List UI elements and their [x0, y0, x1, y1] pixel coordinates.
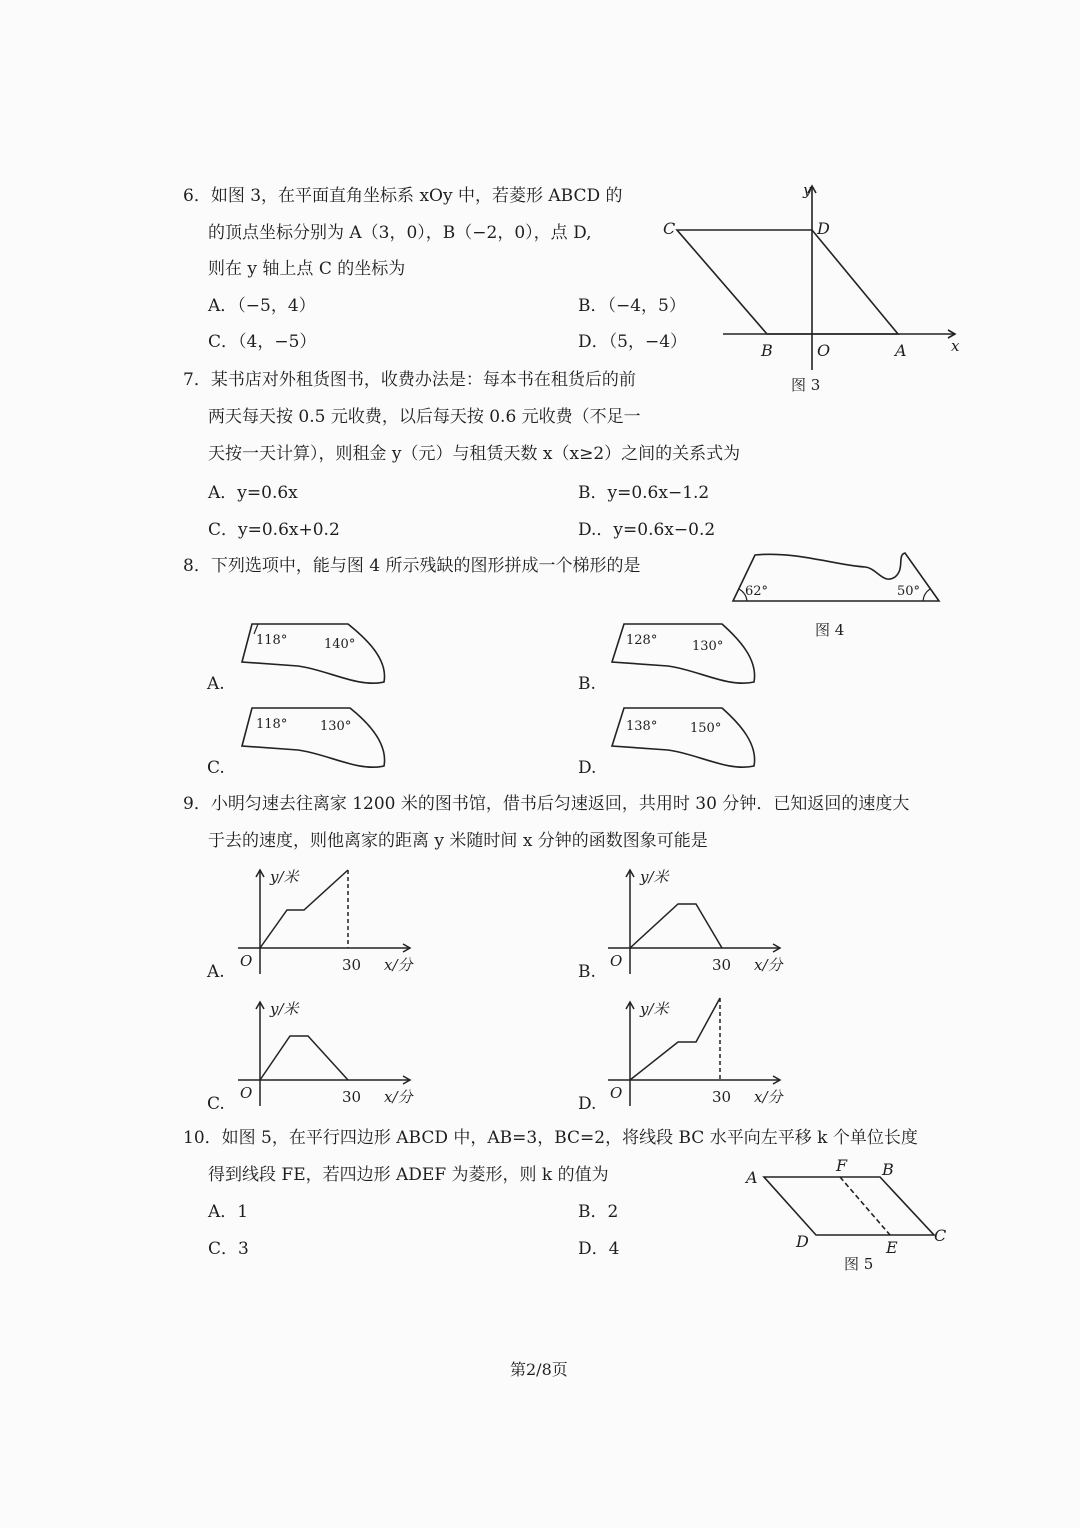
q8-option-d-shape	[608, 704, 768, 774]
figure-5-parallelogram	[740, 1155, 960, 1275]
q8-option-d-letter: D.	[578, 758, 597, 778]
q10-option-b: B．2	[578, 1202, 619, 1222]
fig3-label-x: x	[951, 337, 960, 355]
graph-b-tick: 30	[712, 956, 732, 974]
q9-graph-d-letter: D.	[578, 1094, 597, 1114]
graph-b-xlabel: x/分	[754, 956, 783, 974]
figure-3-rhombus	[655, 180, 975, 400]
fig5-label-e: E	[886, 1238, 898, 1257]
fig5-label-b: B	[882, 1160, 894, 1179]
q8b-angle1: 128°	[626, 633, 658, 648]
q8-option-b-letter: B.	[578, 674, 596, 694]
fig4-angle-left: 62°	[745, 584, 769, 599]
graph-c-origin: O	[240, 1084, 253, 1102]
q8b-angle2: 130°	[692, 639, 724, 654]
graph-d-tick: 30	[712, 1088, 732, 1106]
q9-graph-b-letter: B.	[578, 962, 596, 982]
graph-a-ylabel: y/米	[270, 868, 299, 886]
q7-stem-line3: 天按一天计算），则租金 y（元）与租赁天数 x（x≥2）之间的关系式为	[208, 444, 741, 464]
q8-option-b-shape	[608, 620, 768, 690]
q9-stem-line2: 于去的速度，则他离家的距离 y 米随时间 x 分钟的函数图象可能是	[208, 831, 708, 851]
q6-stem-line3: 则在 y 轴上点 C 的坐标为	[208, 259, 406, 279]
graph-a-xlabel: x/分	[384, 956, 413, 974]
q8a-angle2: 140°	[324, 637, 356, 652]
graph-a-tick: 30	[342, 956, 362, 974]
q10-option-c: C．3	[208, 1239, 249, 1259]
q6-option-d: D．（5，−4）	[578, 332, 688, 352]
q6-option-a: A．（−5，4）	[208, 296, 316, 316]
fig3-label-c: C	[663, 219, 676, 238]
q9-graph-c	[232, 994, 432, 1114]
graph-c-ylabel: y/米	[270, 1000, 299, 1018]
q7-stem-line2: 两天每天按 0.5 元收费，以后每天按 0.6 元收费（不足一	[208, 407, 641, 427]
q8-option-a-shape	[238, 620, 398, 690]
q7-option-c: C．y=0.6x+0.2	[208, 520, 340, 540]
page-number: 第2/8页	[510, 1360, 568, 1379]
graph-a-origin: O	[240, 952, 253, 970]
q9-stem-line1: 9．小明匀速去往离家 1200 米的图书馆，借书后匀速返回，共用时 30 分钟．已知返回的速度大	[183, 794, 910, 814]
q7-stem-line1: 7．某书店对外租货图书，收费办法是：每本书在租货后的前	[183, 370, 636, 390]
q9-graph-a-letter: A.	[207, 962, 225, 982]
q10-stem-line1: 10．如图 5，在平行四边形 ABCD 中，AB=3，BC=2，将线段 BC 水平向左平移 k 个单位长度	[183, 1128, 918, 1148]
graph-d-origin: O	[610, 1084, 623, 1102]
fig3-label-o: O	[817, 341, 831, 360]
graph-d-ylabel: y/米	[640, 1000, 669, 1018]
q9-graph-c-letter: C.	[207, 1094, 225, 1114]
fig3-label-a: A	[895, 341, 907, 360]
q8-option-c-letter: C.	[207, 758, 225, 778]
q8-option-a-letter: A.	[207, 674, 225, 694]
fig5-label-c: C	[934, 1226, 947, 1245]
q9-graph-a	[232, 862, 432, 982]
q8d-angle1: 138°	[626, 719, 658, 734]
q6-option-c: C．（4，−5）	[208, 332, 317, 352]
q8d-angle2: 150°	[690, 721, 722, 736]
q6-stem-line1: 6．如图 3，在平面直角坐标系 xOy 中，若菱形 ABCD 的	[183, 186, 623, 206]
q6-option-b: B．（−4，5）	[578, 296, 686, 316]
q8-stem-line1: 8．下列选项中，能与图 4 所示残缺的图形拼成一个梯形的是	[183, 556, 641, 576]
q9-graph-b	[602, 862, 802, 982]
q7-option-d: D.．y=0.6x−0.2	[578, 520, 716, 540]
q6-stem-line2: 的顶点坐标分别为 A（3，0），B（−2，0），点 D,	[208, 223, 592, 243]
q8-option-c-shape	[238, 704, 398, 774]
fig3-label-d: D	[817, 219, 830, 238]
graph-d-xlabel: x/分	[754, 1088, 783, 1106]
q8c-angle1: 118°	[256, 717, 288, 732]
fig5-caption: 图 5	[844, 1255, 874, 1273]
fig3-label-y: y	[803, 181, 812, 199]
graph-c-xlabel: x/分	[384, 1088, 413, 1106]
fig5-label-d: D	[796, 1232, 809, 1251]
fig3-caption: 图 3	[791, 376, 821, 394]
graph-b-ylabel: y/米	[640, 868, 669, 886]
q9-graph-d	[602, 994, 802, 1114]
q10-stem-line2: 得到线段 FE，若四边形 ADEF 为菱形，则 k 的值为	[208, 1165, 609, 1185]
fig5-label-f: F	[836, 1156, 848, 1175]
q10-option-d: D．4	[578, 1239, 620, 1259]
fig3-label-b: B	[761, 341, 773, 360]
q7-option-a: A．y=0.6x	[208, 483, 298, 503]
graph-b-origin: O	[610, 952, 623, 970]
q8c-angle2: 130°	[320, 719, 352, 734]
fig4-angle-right: 50°	[897, 584, 921, 599]
q8a-angle1: 118°	[256, 633, 288, 648]
q7-option-b: B．y=0.6x−1.2	[578, 483, 710, 503]
graph-c-tick: 30	[342, 1088, 362, 1106]
q10-option-a: A．1	[208, 1202, 249, 1222]
fig5-label-a: A	[746, 1168, 758, 1187]
fig4-caption: 图 4	[815, 621, 845, 639]
